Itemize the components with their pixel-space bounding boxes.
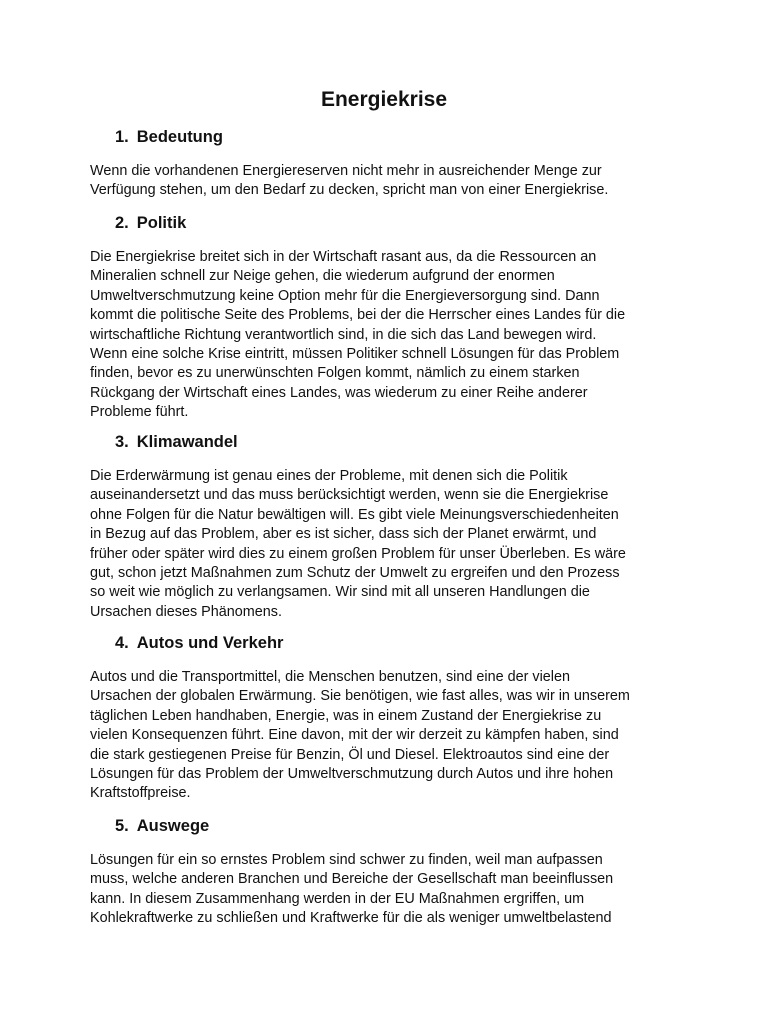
section-paragraph: Autos und die Transportmittel, die Menschen benutzen, sind eine der vielen Ursachen der globalen Erwärmung. Sie benötigen, wie fast alles, was wir in unserem täglichen Leben handhaben, Energie, was in einem Zustand der Energiekrise zu vielen Konsequenzen führt. Eine davon, mit der wir derzeit zu kämpfen haben, sind die stark gestiegenen Preise für Benzin, Öl und Diesel. Elektroautos sind eine der Lösungen für das Problem der Umweltverschmutzung durch Autos und ihre hohen Kraftstoffpreise.	[90, 669, 630, 802]
section-title: Klimawandel	[136, 433, 238, 451]
section-paragraph: Die Energiekrise breitet sich in der Wirtschaft rasant aus, da die Ressourcen an Mineralien schnell zur Neige gehen, die wiederum aufgrund der enormen Umweltverschmutzung keine Option mehr für die Energieversorgung sind. Dann kommt die politische Seite des Problems, bei der die Herrscher eines Landes für die wirtschaftliche Richtung verantwortlich sind, in die sich das Land bewegen wird. Wenn eine solche Krise eintritt, müssen Politiker schnell Lösungen für das Problem finden, bevor es zu unerwünschten Folgen kommt, nämlich zu einem starken Rückgang der Wirtschaft eines Landes, was wiederum zu einer Reihe anderer Probleme führt.	[90, 249, 626, 421]
section-number: 5.	[115, 817, 129, 835]
section-heading	[90, 212, 680, 234]
section-klimawandel	[90, 431, 680, 622]
section-politik	[90, 212, 680, 423]
page-title: Energiekrise	[320, 88, 448, 111]
section-number: 1.	[115, 128, 129, 146]
section-heading	[90, 126, 680, 148]
section-paragraph: Lösungen für ein so ernstes Problem sind schwer zu finden, weil man aufpassen muss, welche anderen Branchen und Bereiche der Gesellschaft man beeinflussen kann. In diesem Zusammenhang werden in der EU Maßnahmen ergriffen, um Kohlekraftwerke zu schließen und Kraftwerke für die als weniger umweltbelastend	[90, 852, 614, 927]
section-auswege	[90, 815, 680, 929]
section-bedeutung	[90, 126, 680, 201]
section-heading	[90, 632, 680, 654]
section-heading	[90, 815, 680, 837]
section-number: 3.	[115, 433, 129, 451]
section-number: 4.	[115, 634, 129, 652]
section-paragraph: Wenn die vorhandenen Energiereserven nicht mehr in ausreichender Menge zur Verfügung stehen, um den Bedarf zu decken, spricht man von einer Energiekrise.	[90, 163, 609, 199]
section-title: Bedeutung	[136, 128, 223, 146]
section-number: 2.	[115, 214, 129, 232]
section-title: Politik	[136, 214, 187, 232]
section-title: Autos und Verkehr	[136, 634, 284, 652]
section-autos-und-verkehr	[90, 632, 680, 804]
section-title: Auswege	[136, 817, 210, 835]
section-paragraph: Die Erderwärmung ist genau eines der Probleme, mit denen sich die Politik auseinandersetzt und das muss berücksichtigt werden, wenn sie die Energiekrise ohne Folgen für die Natur bewältigen will. Es gibt viele Meinungsverschiedenheiten in Bezug auf das Problem, aber es ist sicher, dass sich der Planet erwärmt, und früher oder später wird dies zu einem großen Problem für unser Überleben. Es wäre gut, schon jetzt Maßnahmen zum Schutz der Umwelt zu ergreifen und den Prozess so weit wie möglich zu verlangsamen. Wir sind mit all unseren Handlungen die Ursachen dieses Phänomens.	[90, 468, 626, 620]
section-heading	[90, 431, 680, 453]
